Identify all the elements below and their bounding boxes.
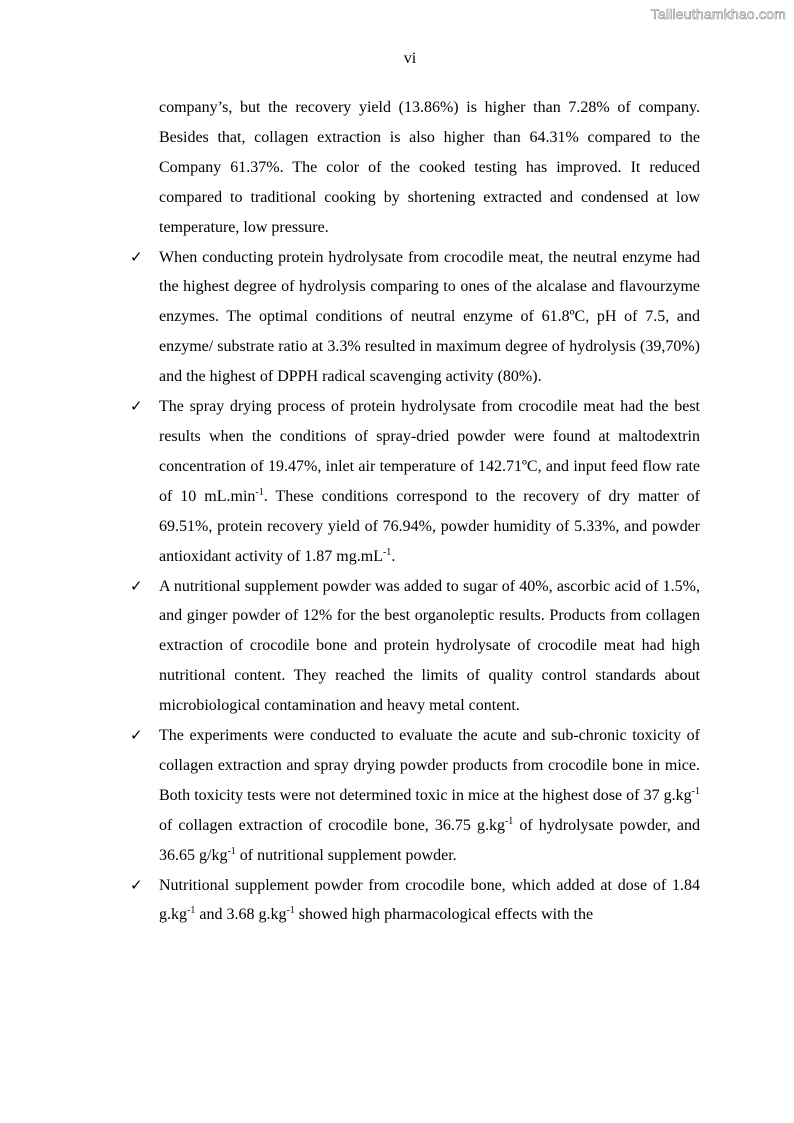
checkmark-icon: ✓ — [130, 576, 143, 595]
bullet-text: A nutritional supplement powder was added to sugar of 40%, ascorbic acid of 1.5%, and ginger powder of 12% for the best organoleptic results. Products from collagen extraction of crocodile bone and protein hydrolysate of crocodile meat had high nutritional content. They reached the limits of quality control standards about microbiological contamination and heavy metal content. — [159, 577, 700, 715]
watermark: Tailieuthamkhao.com — [650, 6, 786, 22]
bullet-text: . — [391, 547, 396, 565]
checkmark-icon: ✓ — [130, 875, 143, 894]
superscript: -1 — [255, 486, 264, 498]
bullet-text: of collagen extraction of crocodile bone, 36.75 g.kg — [159, 816, 505, 834]
page-number: vi — [403, 50, 417, 67]
bullet-text: and 3.68 g.kg — [195, 906, 287, 924]
superscript: -1 — [504, 815, 514, 827]
superscript: -1 — [382, 546, 392, 558]
bullet-item-supplement — [130, 572, 700, 722]
superscript: -1 — [187, 905, 196, 917]
bullet-item-enzyme — [130, 243, 700, 393]
superscript: -1 — [227, 845, 236, 857]
superscript: -1 — [691, 785, 700, 797]
bullet-text: When conducting protein hydrolysate from crocodile meat, the neutral enzyme had the highest degree of hydrolysis comparing to ones of the alcalase and flavourzyme enzymes. The optimal conditions of neutral enzyme of 61.8ºC, pH of 7.5, and enzyme/ substrate ratio at 3.3% resulted in maximum degree of hydrolysis (39,70%) and the highest of DPPH radical scavenging activity (80%). — [159, 248, 700, 386]
page-body — [130, 93, 701, 930]
bullet-text: of hydrolysate powder, and 36.65 g/kg — [159, 816, 701, 864]
bullet-text: Nutritional supplement powder from crocodile bone, which added at dose of 1.84 g.kg — [159, 876, 700, 924]
checkmark-icon: ✓ — [130, 726, 143, 745]
superscript: -1 — [286, 905, 295, 917]
checkmark-icon: ✓ — [130, 247, 143, 266]
bullet-item-spray-drying — [130, 392, 701, 571]
bullet-item-toxicity — [130, 721, 701, 871]
checkmark-icon: ✓ — [130, 397, 143, 416]
continuation-paragraph: company’s, but the recovery yield (13.86%) is higher than 7.28% of company. Besides that, collagen extraction is also higher than 64.31% compared to the Company 61.37%. The color of the cooked testing has improved. It reduced compared to traditional cooking by shortening extracted and condensed at low temperature, low pressure. — [159, 99, 700, 236]
bullet-text: showed high pharmacological effects with the — [294, 906, 594, 924]
bullet-text: The experiments were conducted to evaluate the acute and sub-chronic toxicity of collagen extraction and spray drying powder products from crocodile bone in mice. Both toxicity tests were not determined toxic in mice at the highest dose of 37 g.kg — [159, 727, 700, 804]
bullet-text: . These conditions correspond to the recovery of dry matter of 69.51%, protein recovery yield of 76.94%, powder humidity of 5.33%, and powder antioxidant activity of 1.87 mg.mL — [159, 487, 701, 565]
bullet-text: of nutritional supplement powder. — [235, 846, 457, 864]
bullet-item-pharmacology — [130, 871, 700, 931]
bullet-text: The spray drying process of protein hydrolysate from crocodile meat had the best results when the conditions of spray-dried powder were found at maltodextrin concentration of 19.47%, inlet air temperature of 142.71ºC, and input feed flow rate of 10 mL.min — [159, 398, 700, 505]
